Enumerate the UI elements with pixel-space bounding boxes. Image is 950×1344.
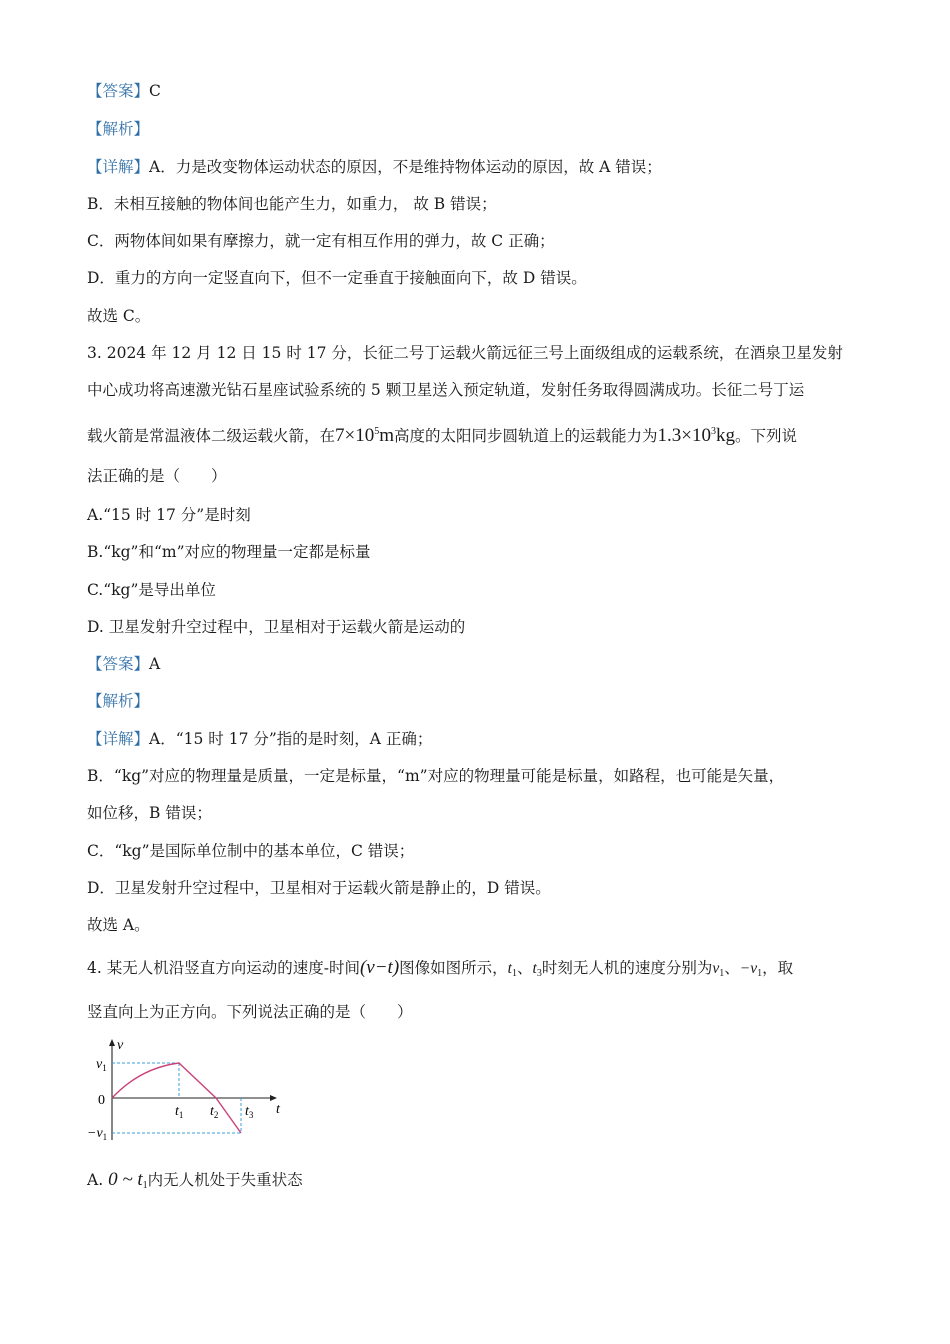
text-segment: 高度的太阳同步圆轨道上的运载能力为	[394, 427, 658, 445]
t1-label: $t_1$	[175, 1104, 184, 1120]
math-subscript: 1	[719, 968, 725, 979]
detail-line-q3-b-cont: 如位移，B 错误；	[87, 804, 212, 822]
math-base: t	[507, 960, 512, 977]
detail-line-q2-a	[87, 157, 662, 177]
text-segment: 图像如图所示，	[399, 959, 508, 977]
option-3b: B.“kg”和“m”对应的物理量一定都是标量	[87, 543, 371, 561]
question-3-line-2: 中心成功将高速激光钻石星座试验系统的 5 颗卫星送入预定轨道，发射任务取得圆满成功。长征二号丁运	[87, 381, 805, 399]
math-altitude	[335, 425, 394, 446]
math-v-t: (v−t)	[359, 957, 400, 978]
detail-text: A．“15 时 17 分”指的是时刻，A 正确；	[149, 730, 433, 748]
answer-line-q2	[87, 81, 161, 101]
option-3c: C.“kg”是导出单位	[87, 581, 216, 599]
detail-line-q2-c: C．两物体间如果有摩擦力，就一定有相互作用的弹力，故 C 正确；	[87, 232, 555, 250]
math-unit: kg	[716, 425, 735, 446]
math-capacity	[658, 425, 735, 446]
detail-tag: 【详解】	[87, 158, 150, 176]
math-exponent: 5	[374, 426, 380, 437]
text-segment: A.	[87, 1171, 109, 1189]
question-4-line-2: 竖直向上为正方向。下列说法正确的是（ ）	[87, 1003, 413, 1021]
t-axis-label: t	[276, 1102, 280, 1117]
t-axis	[112, 1095, 277, 1101]
conclusion-q2: 故选 C。	[87, 307, 151, 325]
detail-line-q3-a	[87, 729, 432, 749]
text-segment: 。下列说	[735, 427, 798, 445]
conclusion-q3: 故选 A。	[87, 916, 150, 934]
text-segment: 、	[516, 959, 533, 977]
math-t1	[508, 960, 517, 977]
answer-line-q3	[87, 654, 160, 674]
math-base: 0 ~ t	[108, 1169, 143, 1190]
math-base: 7×10	[335, 425, 375, 446]
option-3a: A.“15 时 17 分”是时刻	[87, 506, 251, 524]
answer-tag: 【答案】	[87, 655, 150, 673]
math-unit: m	[379, 425, 395, 446]
option-4a	[87, 1170, 303, 1196]
detail-text: A．力是改变物体运动状态的原因，不是维持物体运动的原因，故 A 错误；	[149, 158, 662, 176]
text-segment: 载火箭是常温液体二级运载火箭，在	[87, 427, 336, 445]
text-segment: 4. 某无人机沿竖直方向运动的速度-时间	[87, 959, 360, 977]
detail-line-q2-d: D．重力的方向一定竖直向下，但不一定垂直于接触面向下，故 D 错误。	[87, 269, 587, 287]
math-base: −v	[739, 960, 758, 977]
option-3d: D. 卫星发射升空过程中，卫星相对于运载火箭是运动的	[87, 618, 466, 636]
analysis-tag: 【解析】	[87, 692, 150, 710]
math-subscript: 3	[536, 968, 542, 979]
question-3-line-1: 3. 2024 年 12 月 12 日 15 时 17 分，长征二号丁运载火箭远征三号上面级组成的运载系统，在酒泉卫星发射	[87, 344, 843, 362]
math-subscript: 1	[757, 968, 763, 979]
math-v1	[712, 960, 724, 977]
analysis-tag-q2	[87, 119, 149, 139]
detail-line-q3-d: D．卫星发射升空过程中，卫星相对于运载火箭是静止的，D 错误。	[87, 879, 551, 897]
answer-tag: 【答案】	[87, 82, 150, 100]
question-3-line-3	[87, 422, 797, 446]
detail-line-q2-b: B．未相互接触的物体间也能产生力，如重力， 故 B 错误；	[87, 195, 497, 213]
t3-label: $t_3$	[245, 1104, 254, 1120]
v-axis	[109, 1039, 115, 1140]
math-t3	[533, 960, 542, 977]
analysis-tag-q3	[87, 691, 149, 711]
analysis-tag: 【解析】	[87, 120, 150, 138]
math-subscript: 1	[142, 1180, 148, 1191]
math-exponent: 3	[711, 426, 716, 437]
detail-line-q3-b: B．“kg”对应的物理量是质量，一定是标量，“m”对应的物理量可能是标量，如路程，也可能是矢量，	[87, 767, 785, 785]
math-base: 1.3×10	[657, 425, 711, 446]
text-segment: 、	[724, 959, 740, 977]
text-segment: ，取	[762, 959, 794, 977]
answer-value: C	[149, 82, 161, 100]
math-subscript: 1	[511, 968, 517, 979]
neg-v1-label: $-v_1$	[87, 1126, 108, 1142]
text-segment: 时刻无人机的速度分别为	[541, 959, 713, 977]
math-interval	[108, 1169, 148, 1190]
question-4-line-1	[87, 958, 793, 984]
math-base: v	[712, 960, 720, 977]
v1-label: $v_1$	[96, 1057, 107, 1073]
text-segment: 内无人机处于失重状态	[147, 1171, 303, 1189]
math-neg-v1	[740, 960, 762, 977]
velocity-time-graph	[85, 1038, 285, 1143]
t2-label: $t_2$	[210, 1104, 219, 1120]
question-3-line-4: 法正确的是（ ）	[87, 467, 227, 485]
answer-value: A	[149, 655, 161, 673]
origin-label: 0	[98, 1093, 105, 1108]
detail-line-q3-c: C．“kg”是国际单位制中的基本单位，C 错误；	[87, 842, 415, 860]
math-base: t	[532, 960, 537, 977]
detail-tag: 【详解】	[87, 730, 150, 748]
v-axis-label: v	[117, 1038, 124, 1053]
